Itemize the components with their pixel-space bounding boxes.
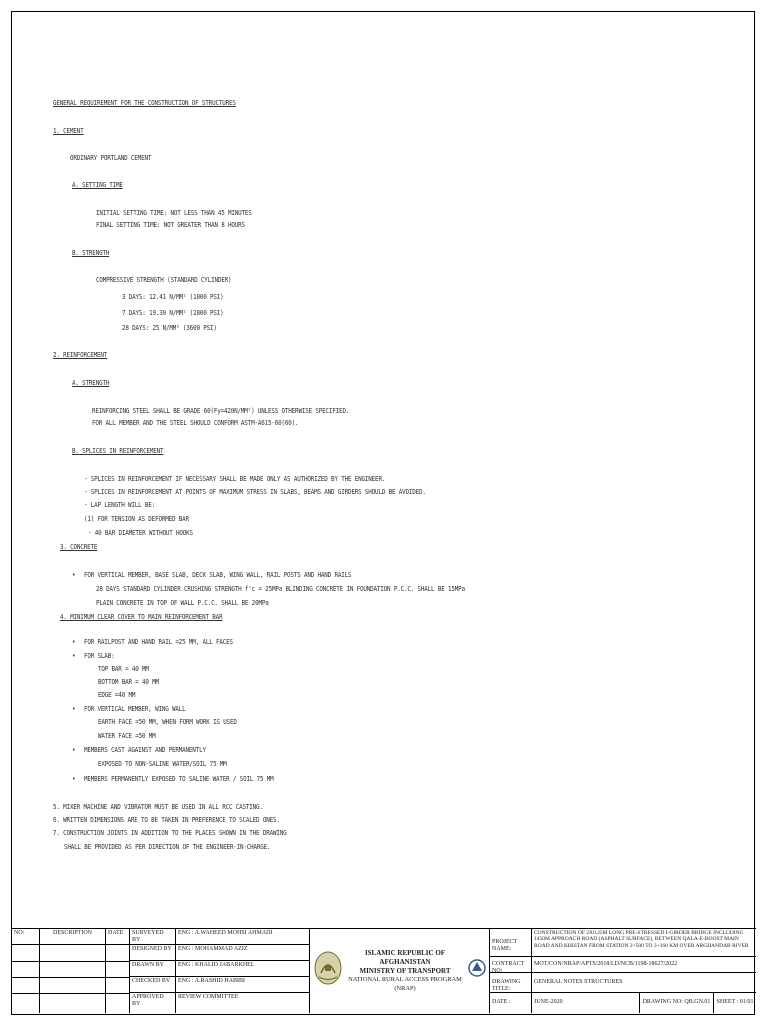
rev-description-column: [40, 945, 106, 1013]
reinf-astm: FOR ALL MEMBER AND THE STEEL SHOULD CONFORM ASTM-A615-60(60).: [92, 418, 299, 427]
org-line-2: MINISTRY OF TRANSPORT: [359, 967, 451, 976]
compressive-28days: 28 DAYS: 25 N/MM² (3600 PSI): [122, 323, 217, 332]
contract-no-value: MOT/CON/NRAP/APTS/2018/LD/NCB/1198-18627/2022: [532, 957, 756, 973]
date-label: DATE :: [490, 993, 532, 1013]
cover-bullet-icon: •: [72, 774, 76, 783]
compressive-7days: 7 DAYS: 19.30 N/MM² (2800 PSI): [122, 308, 224, 317]
rev-description-header: DESCRIPTION: [40, 929, 106, 945]
splice-note-4: (1) FOR TENSION AS DEFORMED BAR: [84, 514, 189, 523]
role-drawn: DRAWN BY: [130, 961, 176, 977]
org-line-1: ISLAMIC REPUBLIC OF AFGHANISTAN: [364, 949, 446, 967]
drawing-no: DRAWING NO: QB.GN.01: [640, 993, 714, 1013]
rev-date-header: DATE: [106, 929, 130, 945]
note-5: 5. MIXER MACHINE AND VIBRATOR MUST BE USED IN ALL RCC CASTING.: [53, 802, 263, 811]
title-block: [12, 928, 756, 1013]
name-drawn: ENG : KHALID JABARKHEL: [176, 961, 310, 977]
name-surveyed: ENG : A.WAHEED MOHSI AHMADI: [176, 929, 310, 945]
cover-note-10: EXPOSED TO NON-SALINE WATER/SOIL 75 MM: [98, 759, 227, 768]
note-7: 7. CONSTRUCTION JOINTS IN ADDITION TO THE PLACES SHOWN IN THE DRAWING: [53, 828, 287, 837]
notes-title: GENERAL REQUIREMENT FOR THE CONSTRUCTION OF STRUCTURES: [53, 98, 236, 107]
name-approved: REVIEW COMMITTEE: [176, 993, 310, 1013]
strength-heading: B. STRENGTH: [72, 248, 110, 257]
cover-note-9: MEMBERS CAST AGAINST AND PERMANENTLY: [84, 745, 206, 754]
setting-time-heading: A. SETTING TIME: [72, 180, 123, 189]
project-name-value: CONSTRUCTION OF 2X0.25M LONG PRE-STRESSED I-GIRDER BRIDGE INCLUDING 1450M APPROACH ROAD (ASPHALT SURFACE), BETWEEN QALA-E-BOOST MAIN ROAD AND KHISTAN FROM STATION 2+500 TO 3+160 KM OVER ARGHANDAB RIVER: [532, 929, 756, 957]
concrete-heading: 3. CONCRETE: [60, 542, 98, 551]
cover-bullet-icon: •: [72, 745, 76, 754]
role-checked: CHECKED BY: [130, 977, 176, 993]
nrap-logo-icon: [468, 957, 486, 979]
drawing-title-value: GENERAL NOTES STRUCTURES: [532, 973, 756, 993]
cover-note-4: BOTTOM BAR = 40 MM: [98, 677, 159, 686]
concrete-note-1: FOR VERTICAL MEMBER, BASE SLAB, DECK SLAB, WING WALL, RAIL POSTS AND HAND RAILS: [84, 570, 352, 579]
concrete-bullet-icon: •: [72, 570, 76, 579]
cover-note-1: FOR RAILPOST AND HAND RAIL =25 MM, ALL FACES: [84, 637, 233, 646]
compressive-heading: COMPRESSIVE STRENGTH (STANDARD CYLINDER): [96, 275, 232, 284]
cover-bullet-icon: •: [72, 651, 76, 660]
org-line-3: NATIONAL RURAL ACCESS PROGRAM (NRAP): [348, 976, 462, 992]
role-designed: DESIGNED BY: [130, 945, 176, 961]
rev-date-column: [106, 945, 130, 1013]
setting-time-initial: INITIAL SETTING TIME: NOT LESS THAN 45 MINUTES: [96, 208, 252, 217]
drawing-title-label: DRAWING TITLE:: [490, 973, 532, 993]
cover-note-7: EARTH FACE =50 MM, WHEN FORM WORK IS USED: [98, 717, 237, 726]
role-surveyed: SURVEYED BY: [130, 929, 176, 945]
project-name-label: PROJECT NAME:: [490, 929, 532, 957]
rev-no-column: [12, 945, 40, 1013]
rev-row-divider: [12, 993, 130, 994]
cover-heading: 4. MINIMUM CLEAR COVER TO MAIN REINFORCEMENT BAR: [60, 612, 223, 621]
sheet-no: SHEET : 01/01: [716, 999, 754, 1005]
splice-note-3: - LAP LENGTH WILL BE:: [84, 500, 156, 509]
role-approved: APPROVED BY: [130, 993, 176, 1013]
note-6: 6. WRITTEN DIMENSIONS ARE TO BE TAKEN IN PREFERENCE TO SCALED ONES.: [53, 815, 280, 824]
splice-note-5: - 40 BAR DIAMETER WITHOUT HOOKS: [88, 528, 193, 537]
rev-row-divider: [12, 977, 130, 978]
cover-note-11: MEMBERS PERMANENTLY EXPOSED TO SALINE WATER / SOIL 75 MM: [84, 774, 274, 783]
cover-note-8: WATER FACE =50 MM: [98, 731, 156, 740]
compressive-3days: 3 DAYS: 12.41 N/MM² (1800 PSI): [122, 292, 224, 301]
cover-note-6: FOR VERTICAL MEMBER, WING WALL: [84, 704, 186, 713]
rev-row-divider: [12, 961, 130, 962]
cover-note-5: EDGE =40 MM: [98, 690, 136, 699]
splice-note-2: - SPLICES IN REINFORCEMENT AT POINTS OF MAXIMUM STRESS IN SLABS, BEAMS AND GIRDERS SHOULD BE AVOIDED.: [84, 487, 426, 496]
reinf-strength-heading: A. STRENGTH: [72, 378, 110, 387]
splices-heading: B. SPLICES IN REINFORCEMENT: [72, 446, 164, 455]
name-checked: ENG : A.RASHID HABIBI: [176, 977, 310, 993]
date-value: JUNE-2020: [532, 993, 640, 1013]
reinforcement-heading: 2. REINFORCEMENT: [53, 350, 108, 359]
cover-note-3: TOP BAR = 40 MM: [98, 664, 149, 673]
contract-no-label: CONTRACT NO:: [490, 957, 532, 973]
cover-bullet-icon: •: [72, 637, 76, 646]
cement-heading: 1. CEMENT: [53, 126, 84, 135]
concrete-note-3: PLAIN CONCRETE IN TOP OF WALL P.C.C. SHALL BE 20MPa: [96, 598, 269, 607]
note-7-cont: SHALL BE PROVIDED AS PER DIRECTION OF THE ENGINEER-IN-CHARGE.: [64, 842, 271, 851]
splice-note-1: - SPLICES IN REINFORCEMENT IF NECESSARY SHALL BE MADE ONLY AS AUTHORIZED BY THE ENGINEER.: [84, 474, 386, 483]
name-designed: ENG : MOHAMMAD AZIZ: [176, 945, 310, 961]
afghanistan-emblem-icon: [314, 951, 342, 985]
cover-bullet-icon: •: [72, 704, 76, 713]
cover-note-2: FOR SLAB:: [84, 651, 115, 660]
cement-type: ORDINARY PORTLAND CEMENT: [70, 153, 152, 162]
setting-time-final: FINAL SETTING TIME: NOT GREATER THAN 8 HOURS: [96, 220, 245, 229]
organization-block: [310, 929, 490, 1013]
reinf-grade: REINFORCING STEEL SHALL BE GRADE 60(Fy=420N/MM²) UNLESS OTHERWISE SPECIFIED.: [92, 406, 350, 415]
concrete-note-2: 28 DAYS STANDARD CYLINDER CRUSHING STRENGTH f'c = 25MPa BLINDING CONCRETE IN FOUNDATION P.C.C. SHALL BE 15MPa: [96, 584, 465, 593]
rev-no-header: NO:: [12, 929, 40, 945]
